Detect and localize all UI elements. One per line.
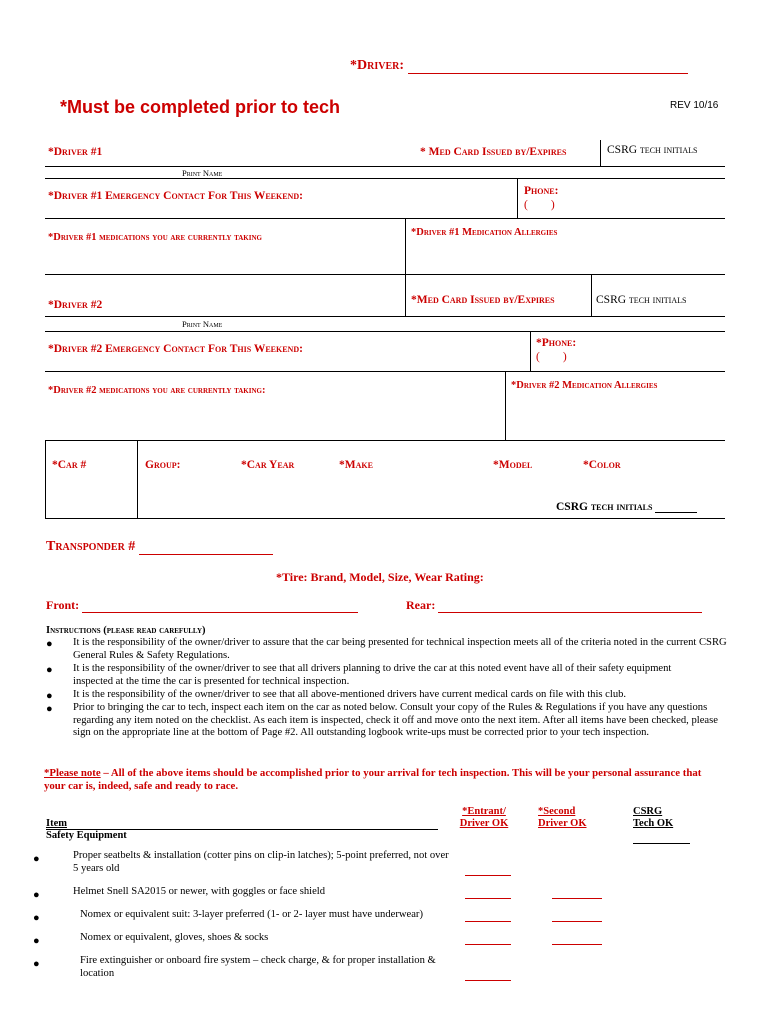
car-year-label: *Car Year <box>241 459 295 471</box>
tire-title: *Tire: Brand, Model, Size, Wear Rating: <box>276 570 484 584</box>
must-complete-title: *Must be completed prior to tech <box>60 97 341 117</box>
driver2-phone-field[interactable]: ( ) <box>536 351 567 363</box>
instruction-item: It is the responsibility of the owner/driver to see that all above-mentioned drivers have current medical cards on file with this club. <box>73 689 627 700</box>
driver2-medcard-label: *Med Card Issued by/Expires <box>411 294 555 306</box>
please-note <box>44 767 724 793</box>
instructions-title: Instructions (please read carefully) <box>46 625 206 636</box>
bullet-icon: ● <box>33 853 40 865</box>
driver1-print-name: Print Name <box>182 168 223 178</box>
second-driver-ok-check[interactable] <box>552 944 602 945</box>
driver1-medcard-label: * Med Card Issued by/Expires <box>420 146 567 158</box>
driver2-phone-label: *Phone: <box>536 337 577 349</box>
model-label: *Model <box>493 459 533 471</box>
please-note-label: *Please note <box>44 767 101 779</box>
entrant-ok-check[interactable] <box>465 875 511 876</box>
csrg-tech-ok-line[interactable] <box>633 843 690 844</box>
driver2-allergies-label: *Driver #2 Medication Allergies <box>511 380 658 391</box>
tire-front-field[interactable] <box>82 600 358 613</box>
transponder-label: Transponder # <box>46 539 136 554</box>
driver2-name-label: *Driver #2 <box>48 299 103 311</box>
group-label: Group: <box>145 459 181 471</box>
tire-rear-row <box>406 598 702 613</box>
checklist-item: Fire extinguisher or onboard fire system – check charge, & for proper installation & location <box>80 955 436 979</box>
car-number-label: *Car # <box>52 459 87 471</box>
transponder-field[interactable] <box>139 542 273 555</box>
tire-front-label: Front: <box>46 598 80 612</box>
bullet-icon: ● <box>46 690 53 702</box>
second-driver-ok-header: *Second Driver OK <box>538 806 587 829</box>
bullet-icon: ● <box>33 958 40 970</box>
entrant-ok-header: *Entrant/ Driver OK <box>459 806 509 829</box>
driver1-tech-initials: CSRG tech initials <box>607 144 698 156</box>
tire-rear-field[interactable] <box>438 600 702 613</box>
item-header: Item <box>46 818 67 829</box>
entrant-ok-check[interactable] <box>465 898 511 899</box>
checklist-item: Nomex or equivalent, gloves, shoes & socks <box>80 932 269 943</box>
second-driver-ok-check[interactable] <box>552 898 602 899</box>
entrant-ok-check[interactable] <box>465 980 511 981</box>
tire-rear-label: Rear: <box>406 598 436 612</box>
driver-name-field[interactable] <box>408 59 688 74</box>
driver1-phone-label: Phone: <box>524 185 559 197</box>
car-tech-initials-label: CSRG tech initials <box>556 501 653 513</box>
instruction-item: It is the responsibility of the owner/driver to see that all drivers planning to drive the car at this noted event have all of their safety equipment inspected at the time the car is presented for technical inspection. <box>73 663 672 687</box>
driver1-name-line[interactable] <box>45 166 725 167</box>
transponder-row <box>46 539 273 555</box>
driver1-emergency-label: *Driver #1 Emergency Contact For This Weekend: <box>48 190 303 202</box>
driver-header <box>350 58 688 74</box>
please-note-text: – All of the above items should be accomplished prior to your arrival for tech inspection. This will be your personal assurance that your car is, indeed, safe and ready to race. <box>44 767 702 792</box>
driver1-name-label: *Driver #1 <box>48 146 103 158</box>
make-label: *Make <box>339 459 373 471</box>
checklist-item: Nomex or equivalent suit: 3-layer preferred (1- or 2- layer must have underwear) <box>80 909 423 920</box>
driver1-phone-field[interactable]: ( ) <box>524 199 555 211</box>
driver2-emergency-label: *Driver #2 Emergency Contact For This Weekend: <box>48 343 303 355</box>
second-driver-ok-check[interactable] <box>552 921 602 922</box>
driver2-print-name: Print Name <box>182 319 223 329</box>
car-tech-initials-field[interactable] <box>655 502 697 513</box>
revision-label: REV 10/16 <box>670 100 719 111</box>
bullet-icon: ● <box>46 638 53 650</box>
entrant-ok-check[interactable] <box>465 921 511 922</box>
car-tech-initials <box>556 501 697 513</box>
driver2-tech-initials: CSRG tech initials <box>596 294 687 306</box>
driver2-name-line[interactable] <box>45 316 725 317</box>
bullet-icon: ● <box>33 912 40 924</box>
checklist-item: Helmet Snell SA2015 or newer, with goggles or face shield <box>73 886 326 897</box>
color-label: *Color <box>583 459 621 471</box>
instruction-item: It is the responsibility of the owner/driver to assure that the car being presented for technical inspection meets all of the criteria noted in the current CSRG General Rules & Safety Regulations. <box>73 637 727 661</box>
driver1-allergies-label: *Driver #1 Medication Allergies <box>411 227 558 238</box>
safety-equipment-section: Safety Equipment <box>46 830 127 841</box>
bullet-icon: ● <box>33 889 40 901</box>
instruction-item: Prior to bringing the car to tech, inspect each item on the car as noted below. Consult your copy of the Rules & Regulations if you have any questions regarding any item noted on the checklist. As each item is inspected, check it off and move onto the next item. After all items have been checked, please sign on the appropriate line at the bottom of Page #2. All outstanding logbook write-ups must be corrected prior to your tech inspection. <box>73 702 718 738</box>
driver-header-label: *Driver: <box>350 58 404 73</box>
driver1-medications-label: *Driver #1 medications you are currently taking <box>48 232 262 243</box>
bullet-icon: ● <box>46 703 53 715</box>
driver2-medications-label: *Driver #2 medications you are currently taking: <box>48 385 266 396</box>
csrg-tech-ok-header: CSRG Tech OK <box>633 806 674 829</box>
checklist-item: Proper seatbelts & installation (cotter pins on clip-in latches); 5-point preferred, not over 5 years old <box>73 850 449 874</box>
bullet-icon: ● <box>33 935 40 947</box>
entrant-ok-check[interactable] <box>465 944 511 945</box>
bullet-icon: ● <box>46 664 53 676</box>
tire-front-row <box>46 598 358 613</box>
